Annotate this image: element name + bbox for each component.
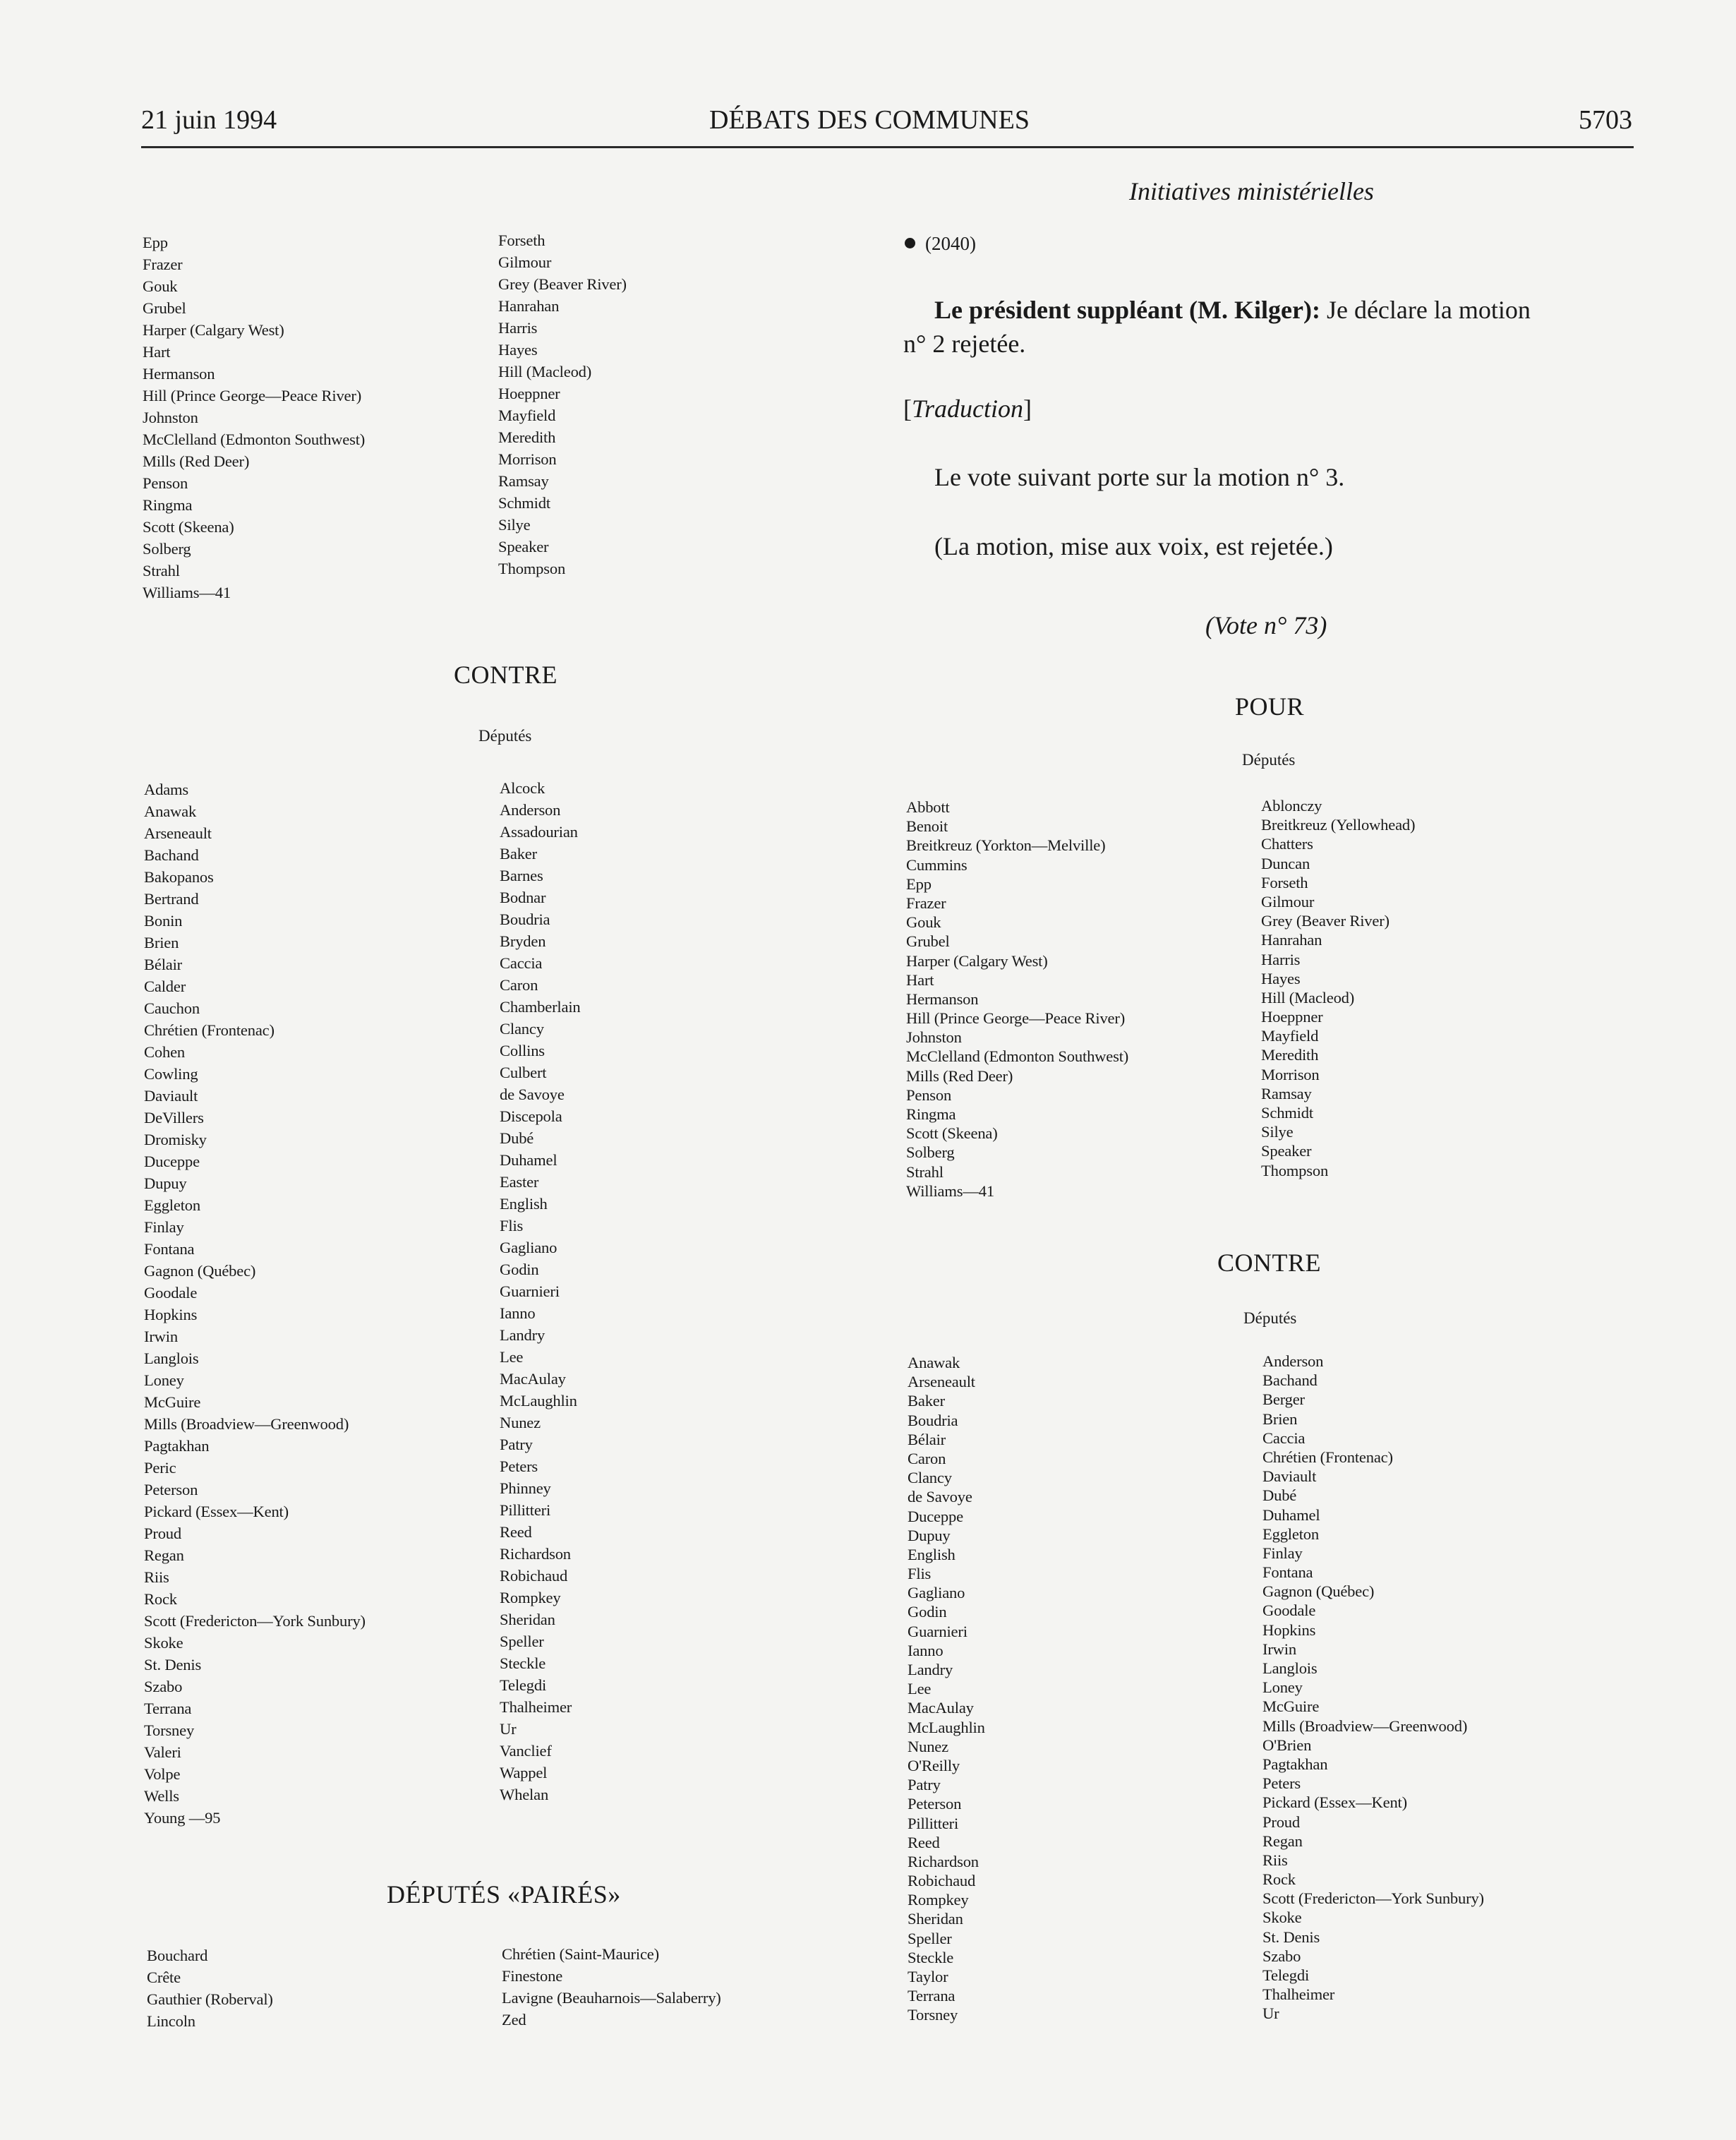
member-name: Grey (Beaver River) — [1261, 912, 1390, 930]
member-name: Hart — [143, 343, 171, 361]
paires-col1 — [147, 1944, 273, 2032]
member-name: Landry — [500, 1326, 545, 1344]
member-name: Calder — [144, 978, 186, 995]
member-name: Riis — [144, 1568, 169, 1586]
member-name: Schmidt — [1261, 1104, 1313, 1122]
member-name: Hill (Macleod) — [1261, 988, 1355, 1006]
member-name: Godin — [500, 1261, 539, 1278]
member-name: Schmidt — [498, 494, 550, 512]
member-name: O'Reilly — [908, 1756, 960, 1774]
member-name: Clancy — [500, 1020, 544, 1038]
member-name: Skoke — [1262, 1908, 1302, 1927]
speaker-name: Le président suppléant (M. Kilger): — [934, 296, 1320, 324]
member-name: Langlois — [1262, 1659, 1318, 1677]
member-name: Gilmour — [498, 253, 552, 271]
time-text: (2040) — [925, 233, 976, 254]
member-name: Collins — [500, 1042, 545, 1059]
member-name: de Savoye — [500, 1086, 565, 1103]
member-name: Mills (Red Deer) — [906, 1066, 1013, 1085]
member-name: Duncan — [1261, 854, 1310, 872]
member-name: Bryden — [500, 932, 546, 950]
member-name: Skoke — [144, 1634, 183, 1652]
member-name: Mayfield — [1261, 1027, 1319, 1045]
member-name: Baker — [908, 1392, 945, 1410]
member-name: Hayes — [498, 341, 538, 359]
member-name: Berger — [1262, 1390, 1305, 1409]
member-name: Torsney — [144, 1721, 195, 1739]
member-name: Whelan — [500, 1786, 549, 1803]
member-name: Penson — [143, 474, 188, 492]
member-name: Williams—41 — [906, 1182, 994, 1200]
member-name: Terrana — [144, 1700, 192, 1717]
member-name: Easter — [500, 1173, 539, 1191]
member-name: Flis — [500, 1217, 524, 1234]
member-name: Loney — [144, 1371, 184, 1389]
member-name: Mills (Broadview—Greenwood) — [1262, 1717, 1468, 1735]
member-name: Regan — [1262, 1832, 1303, 1850]
member-name: McLaughlin — [908, 1718, 985, 1736]
member-name: Landry — [908, 1661, 953, 1678]
member-name: Lee — [500, 1348, 524, 1366]
member-name: Ur — [1262, 2004, 1279, 2023]
member-name: Boudria — [908, 1411, 958, 1429]
left-top-col2 — [498, 229, 627, 579]
member-name: DeVillers — [144, 1109, 204, 1126]
member-name: Clancy — [908, 1469, 952, 1487]
member-name: Thompson — [1261, 1161, 1329, 1179]
member-name: Finestone — [502, 1967, 563, 1985]
member-name: Robichaud — [908, 1872, 976, 1890]
vote-number: (Vote n° 73) — [1205, 611, 1327, 639]
member-name: Hopkins — [1262, 1621, 1316, 1639]
member-name: Mills (Red Deer) — [143, 452, 250, 470]
member-name: English — [500, 1195, 548, 1213]
member-name: Chrétien (Frontenac) — [1262, 1448, 1393, 1466]
member-name: Speaker — [498, 538, 549, 555]
member-name: Bertrand — [144, 890, 199, 908]
member-name: Valeri — [144, 1743, 181, 1761]
member-name: Loney — [1262, 1678, 1303, 1697]
member-name: Richardson — [500, 1545, 571, 1563]
member-name: Lavigne (Beauharnois—Salaberry) — [502, 1989, 721, 2007]
member-name: Hill (Macleod) — [498, 363, 592, 380]
motion-result-text: (La motion, mise aux voix, est rejetée.) — [934, 532, 1333, 560]
left-contre-col2 — [500, 777, 581, 1805]
member-name: Hoeppner — [1261, 1008, 1323, 1026]
member-name: Grubel — [143, 299, 186, 317]
member-name: Sheridan — [908, 1910, 963, 1928]
member-name: Anderson — [500, 801, 561, 819]
member-name: Dubé — [500, 1129, 534, 1147]
member-name: Hayes — [1261, 969, 1301, 987]
member-name: Pickard (Essex—Kent) — [144, 1503, 289, 1520]
member-name: Telegdi — [500, 1676, 547, 1694]
member-name: Epp — [143, 234, 168, 251]
member-name: Harper (Calgary West) — [143, 321, 284, 339]
member-name: Cowling — [144, 1065, 198, 1083]
member-name: Finlay — [144, 1218, 184, 1236]
member-name: Regan — [144, 1546, 184, 1564]
member-name: Hopkins — [144, 1306, 198, 1323]
member-name: Telegdi — [1262, 1966, 1310, 1984]
member-name: Szabo — [1262, 1947, 1301, 1965]
pour-heading: POUR — [1235, 692, 1305, 721]
member-name: Speller — [500, 1633, 544, 1650]
member-name: Flis — [908, 1565, 932, 1583]
pour-col2 — [1261, 796, 1415, 1180]
member-name: Hermanson — [906, 990, 979, 1008]
member-name: Proud — [144, 1525, 181, 1542]
member-name: Hoeppner — [498, 385, 560, 402]
speaker-statement — [903, 293, 1637, 361]
member-name: O'Brien — [1262, 1736, 1312, 1754]
member-name: Speller — [908, 1929, 952, 1947]
member-name: Irwin — [144, 1328, 178, 1345]
member-name: Scott (Skeena) — [906, 1124, 998, 1143]
member-name: Harris — [498, 319, 538, 337]
member-name: Frazer — [906, 894, 946, 912]
member-name: Frazer — [143, 256, 183, 273]
member-name: Torsney — [908, 2006, 958, 2024]
bullet-icon — [905, 238, 915, 248]
next-vote-text: Le vote suivant porte sur la motion n° 3. — [934, 463, 1345, 491]
member-name: Bachand — [1262, 1371, 1318, 1390]
member-name: Phinney — [500, 1479, 551, 1497]
member-name: Guarnieri — [500, 1282, 560, 1300]
member-name: Ringma — [143, 496, 193, 514]
member-name: Meredith — [1261, 1046, 1319, 1064]
left-contre-subheading: Députés — [478, 727, 532, 745]
right-contre-subheading: Députés — [1243, 1309, 1297, 1327]
member-name: Szabo — [144, 1678, 183, 1695]
member-name: Assadourian — [500, 823, 578, 841]
member-name: Chatters — [1261, 835, 1313, 853]
member-name: Irwin — [1262, 1640, 1296, 1658]
member-name: Rock — [144, 1590, 177, 1608]
section-title: Initiatives ministérielles — [1129, 177, 1374, 205]
left-top-col1 — [143, 232, 365, 603]
paires-heading: DÉPUTÉS «PAIRÉS» — [387, 1880, 621, 1908]
member-name: Ramsay — [1261, 1084, 1312, 1102]
member-name: Pillitteri — [908, 1814, 959, 1832]
member-name: Hill (Prince George—Peace River) — [143, 387, 362, 404]
member-name: English — [908, 1545, 956, 1563]
member-name: Bélair — [144, 956, 183, 973]
member-name: Pillitteri — [500, 1501, 551, 1519]
member-name: Arseneault — [908, 1373, 975, 1391]
member-name: Rompkey — [500, 1589, 561, 1606]
member-name: Nunez — [908, 1737, 948, 1755]
member-name: Daviault — [144, 1087, 198, 1105]
member-name: Morrison — [498, 450, 557, 468]
member-name: Bakopanos — [144, 868, 214, 886]
member-name: Strahl — [143, 562, 180, 579]
left-contre-heading: CONTRE — [454, 661, 557, 689]
member-name: Silye — [498, 516, 531, 534]
member-name: Duceppe — [908, 1507, 963, 1525]
translation-note: [Traduction] — [903, 395, 1032, 423]
member-name: Hanrahan — [498, 297, 560, 315]
member-name: Cauchon — [144, 999, 200, 1017]
member-name: Grey (Beaver River) — [498, 275, 627, 293]
member-name: Richardson — [908, 1852, 979, 1870]
member-name: Guarnieri — [908, 1622, 968, 1640]
member-name: Taylor — [908, 1968, 948, 1985]
member-name: Zed — [502, 2011, 526, 2028]
member-name: MacAulay — [500, 1370, 566, 1388]
pour-col1 — [906, 798, 1128, 1201]
member-name: Brien — [144, 934, 179, 951]
page-date: 21 juin 1994 — [141, 105, 277, 135]
page-number: 5703 — [1579, 105, 1632, 135]
member-name: Thompson — [498, 560, 566, 577]
member-name: Caron — [500, 976, 538, 994]
member-name: Mayfield — [498, 407, 556, 424]
member-name: Strahl — [906, 1162, 944, 1181]
member-name: McClelland (Edmonton Southwest) — [906, 1047, 1129, 1066]
member-name: Anawak — [908, 1354, 960, 1371]
member-name: Ablonczy — [1261, 797, 1322, 814]
member-name: Vanclief — [500, 1742, 552, 1760]
member-name: Young —95 — [144, 1809, 221, 1827]
member-name: Langlois — [144, 1349, 199, 1367]
member-name: St. Denis — [144, 1656, 202, 1673]
member-name: Reed — [500, 1523, 532, 1541]
member-name: Dupuy — [908, 1526, 951, 1544]
member-name: Forseth — [498, 232, 545, 249]
member-name: Gilmour — [1261, 892, 1315, 910]
member-name: Scott (Skeena) — [143, 518, 234, 536]
paires-col2 — [502, 1943, 721, 2031]
member-name: Peterson — [908, 1795, 962, 1813]
member-name: Finlay — [1262, 1544, 1303, 1562]
member-name: Solberg — [906, 1143, 955, 1162]
member-name: Wells — [144, 1787, 179, 1805]
member-name: Patry — [500, 1436, 533, 1453]
member-name: Caccia — [1262, 1429, 1306, 1447]
member-name: Cohen — [144, 1043, 185, 1061]
member-name: Scott (Fredericton—York Sunbury) — [144, 1612, 366, 1630]
member-name: Bachand — [144, 846, 199, 864]
member-name: Alcock — [500, 779, 545, 797]
member-name: Eggleton — [1262, 1525, 1319, 1543]
member-name: Caron — [908, 1449, 946, 1467]
member-name: Chamberlain — [500, 998, 581, 1016]
member-name: Goodale — [144, 1284, 198, 1302]
member-name: Gagliano — [908, 1584, 965, 1602]
member-name: Morrison — [1261, 1065, 1320, 1083]
member-name: Lincoln — [147, 2012, 195, 2030]
member-name: Bonin — [144, 912, 183, 930]
member-name: Reed — [908, 1833, 940, 1851]
member-name: Harper (Calgary West) — [906, 951, 1048, 970]
right-contre-heading: CONTRE — [1217, 1249, 1321, 1277]
member-name: Ianno — [908, 1641, 944, 1659]
member-name: Dupuy — [144, 1174, 187, 1192]
member-name: Boudria — [500, 910, 550, 928]
member-name: Dubé — [1262, 1486, 1297, 1505]
member-name: Peters — [500, 1457, 538, 1475]
member-name: Penson — [906, 1086, 952, 1104]
member-name: Ringma — [906, 1105, 956, 1123]
time-marker — [905, 233, 976, 255]
member-name: Gauthier (Roberval) — [147, 1990, 273, 2008]
member-name: Thalheimer — [1262, 1985, 1335, 2004]
member-name: Gouk — [143, 277, 178, 295]
member-name: Eggleton — [144, 1196, 200, 1214]
member-name: Dromisky — [144, 1131, 207, 1148]
member-name: Thalheimer — [500, 1698, 572, 1716]
member-name: Solberg — [143, 540, 191, 558]
member-name: Bouchard — [147, 1947, 208, 1964]
left-contre-col1 — [144, 779, 366, 1829]
statement-part-2: n° 2 rejetée. — [903, 330, 1026, 358]
member-name: Crête — [147, 1968, 181, 1986]
member-name: Steckle — [500, 1654, 546, 1672]
member-name: Gouk — [906, 913, 941, 932]
member-name: McGuire — [144, 1393, 201, 1411]
member-name: McClelland (Edmonton Southwest) — [143, 431, 366, 448]
member-name: Nunez — [500, 1414, 541, 1431]
member-name: Grubel — [906, 932, 950, 951]
member-name: de Savoye — [908, 1488, 972, 1506]
member-name: Hermanson — [143, 365, 215, 383]
member-name: Breitkreuz (Yorkton—Melville) — [906, 836, 1106, 855]
member-name: Williams—41 — [143, 584, 231, 601]
member-name: Goodale — [1262, 1601, 1316, 1620]
member-name: Chrétien (Saint-Maurice) — [502, 1945, 659, 1963]
member-name: Fontana — [144, 1240, 195, 1258]
member-name: Mills (Broadview—Greenwood) — [144, 1415, 349, 1433]
member-name: Peters — [1262, 1774, 1301, 1793]
member-name: Gagnon (Québec) — [1262, 1582, 1375, 1601]
member-name: Cummins — [906, 855, 968, 874]
member-name: Wappel — [500, 1764, 548, 1781]
member-name: Lee — [908, 1680, 932, 1698]
member-name: Volpe — [144, 1765, 181, 1783]
member-name: Proud — [1262, 1813, 1300, 1831]
member-name: Rock — [1262, 1870, 1296, 1889]
member-name: Duceppe — [144, 1153, 200, 1170]
right-contre-col1 — [908, 1353, 985, 2025]
member-name: Scott (Fredericton—York Sunbury) — [1262, 1889, 1484, 1908]
member-name: Peterson — [144, 1481, 198, 1498]
member-name: Anderson — [1262, 1352, 1324, 1370]
member-name: Speaker — [1261, 1142, 1312, 1160]
member-name: Silye — [1261, 1123, 1294, 1141]
member-name: McLaughlin — [500, 1392, 577, 1409]
member-name: Pickard (Essex—Kent) — [1262, 1793, 1407, 1812]
member-name: Benoit — [906, 817, 948, 836]
member-name: Robichaud — [500, 1567, 568, 1585]
member-name: Pagtakhan — [1262, 1755, 1328, 1773]
member-name: Rompkey — [908, 1891, 969, 1909]
member-name: Johnston — [906, 1028, 962, 1047]
member-name: Pagtakhan — [144, 1437, 210, 1455]
member-name: Bélair — [908, 1430, 946, 1448]
member-name: Forseth — [1261, 873, 1308, 891]
member-name: Fontana — [1262, 1563, 1313, 1582]
member-name: Arseneault — [144, 824, 212, 842]
member-name: Barnes — [500, 867, 543, 884]
member-name: Steckle — [908, 1948, 954, 1966]
right-contre-col2 — [1262, 1352, 1484, 2024]
member-name: Brien — [1262, 1409, 1298, 1428]
member-name: Peric — [144, 1459, 176, 1477]
member-name: Gagliano — [500, 1239, 557, 1256]
member-name: Chrétien (Frontenac) — [144, 1021, 275, 1039]
member-name: Epp — [906, 874, 932, 893]
member-name: Sheridan — [500, 1611, 555, 1628]
member-name: Adams — [144, 781, 189, 798]
member-name: Culbert — [500, 1064, 547, 1081]
member-name: Terrana — [908, 1987, 956, 2005]
member-name: Ur — [500, 1720, 517, 1738]
member-name: Daviault — [1262, 1467, 1317, 1486]
translation-label: Traduction — [912, 395, 1024, 423]
member-name: Harris — [1261, 950, 1301, 968]
member-name: MacAulay — [908, 1699, 974, 1717]
member-name: Anawak — [144, 802, 197, 820]
member-name: St. Denis — [1262, 1928, 1320, 1946]
member-name: Hart — [906, 970, 934, 989]
member-name: Abbott — [906, 798, 950, 816]
member-name: Ramsay — [498, 472, 549, 490]
member-name: Godin — [908, 1603, 947, 1621]
member-name: Discepola — [500, 1107, 562, 1125]
member-name: Hanrahan — [1261, 931, 1322, 949]
member-name: Hill (Prince George—Peace River) — [906, 1009, 1126, 1028]
pour-subheading: Députés — [1242, 751, 1296, 769]
page-title: DÉBATS DES COMMUNES — [709, 105, 1030, 135]
header-rule — [141, 146, 1634, 148]
member-name: Riis — [1262, 1851, 1288, 1869]
member-name: Patry — [908, 1776, 941, 1794]
member-name: Caccia — [500, 954, 543, 972]
statement-part-1: Je déclare la motion — [1320, 296, 1531, 324]
member-name: Ianno — [500, 1304, 536, 1322]
member-name: Johnston — [143, 409, 198, 426]
member-name: Bodnar — [500, 889, 546, 906]
member-name: Duhamel — [500, 1151, 557, 1169]
member-name: Duhamel — [1262, 1505, 1320, 1524]
member-name: Gagnon (Québec) — [144, 1262, 256, 1280]
member-name: Breitkreuz (Yellowhead) — [1261, 816, 1416, 834]
member-name: Baker — [500, 845, 537, 862]
member-name: McGuire — [1262, 1697, 1320, 1716]
member-name: Meredith — [498, 428, 556, 446]
